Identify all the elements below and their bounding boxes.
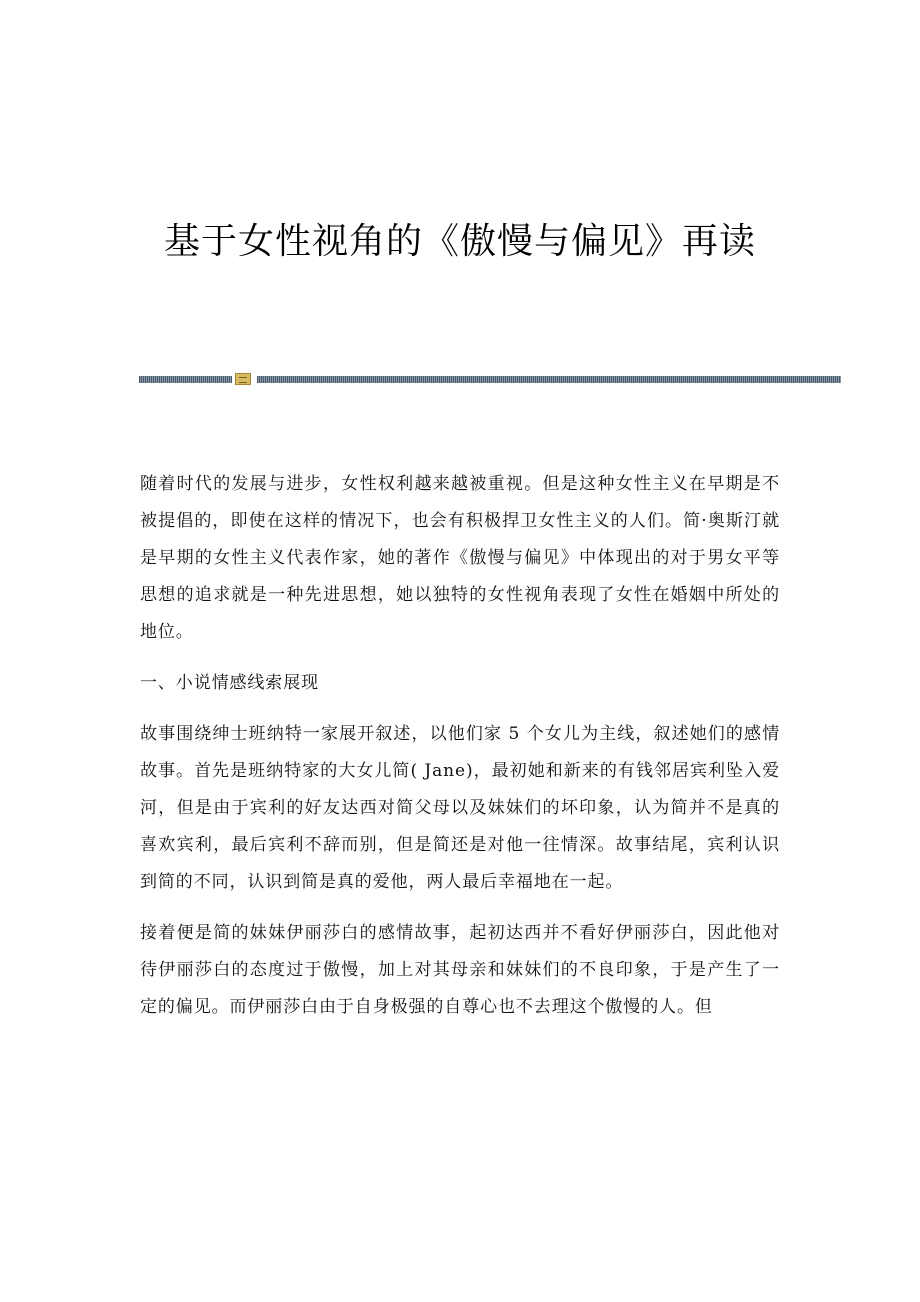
story-paragraph-jane: 故事围绕绅士班纳特一家展开叙述，以他们家 5 个女儿为主线，叙述她们的感情故事。首先是班纳特家的大女儿简( Jane)，最初她和新来的有钱邻居宾利坠入爱河，但是由于宾利的好友达西对简父母以及妹妹们的坏印象，认为简并不是真的喜欢宾利，最后宾利不辞而别，但是简还是对他一往情深。故事结尾，宾利认识到简的不同，认识到简是真的爱他，两人最后幸福地在一起。	[140, 724, 780, 892]
document-body	[140, 466, 780, 1040]
title-divider	[139, 373, 841, 385]
document-title: 基于女性视角的《傲慢与偏见》再读	[163, 221, 756, 262]
story-paragraph-elizabeth: 接着便是简的妹妹伊丽莎白的感情故事，起初达西并不看好伊丽莎白，因此他对待伊丽莎白的态度过于傲慢，加上对其母亲和妹妹们的不良印象，于是产生了一定的偏见。而伊丽莎白由于自身极强的自尊心也不去理这个傲慢的人。但	[140, 923, 780, 1017]
intro-paragraph: 随着时代的发展与进步，女性权利越来越被重视。但是这种女性主义在早期是不被提倡的，即使在这样的情况下，也会有积极捍卫女性主义的人们。简·奥斯汀就是早期的女性主义代表作家，她的著作《傲慢与偏见》中体现出的对于男女平等思想的追求就是一种先进思想，她以独特的女性视角表现了女性在婚姻中所处的地位。	[140, 474, 780, 642]
section-heading: 一、小说情感线索展现	[140, 673, 319, 693]
divider-bar-left	[139, 376, 232, 383]
divider-ornament-icon	[235, 373, 251, 385]
divider-bar-right	[257, 376, 841, 383]
